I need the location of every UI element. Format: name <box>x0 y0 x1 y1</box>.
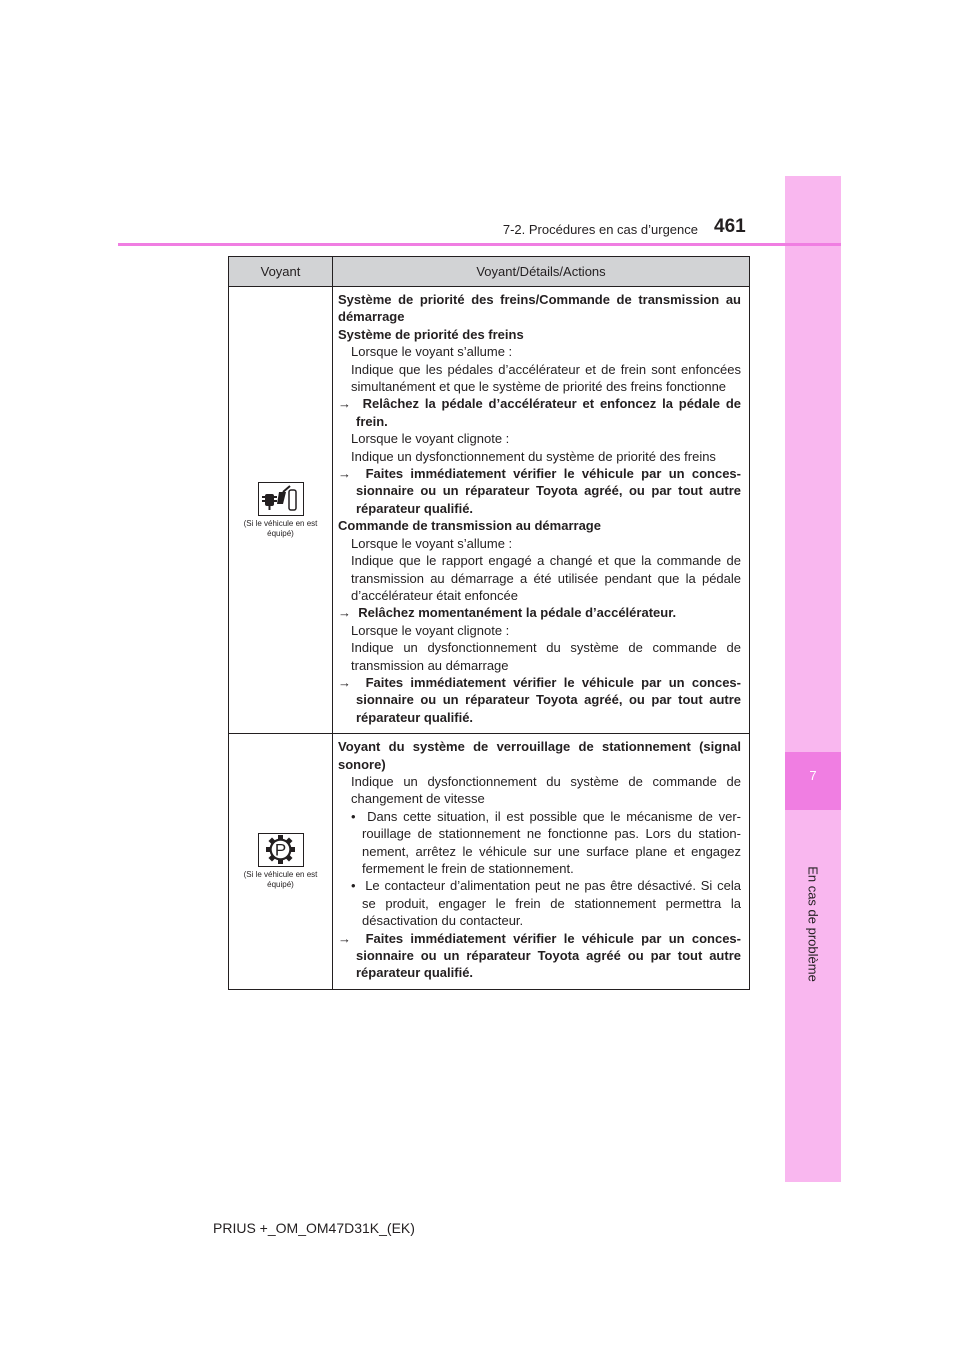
action-text: → Relâchez la pédale d’accélérateur et enfoncez la pédale de frein. <box>338 396 741 429</box>
arrow-icon: → <box>338 674 351 690</box>
action-text: → Faites immédiatement vérifier le véhicule par un conces-sionnaire ou un réparateur Toyota agréé, ou par tout autre réparateur qualifié. <box>338 674 741 725</box>
condition-text: Lorsque le voyant s’allume : <box>351 344 513 360</box>
arrow-icon: → <box>338 396 351 412</box>
table-row <box>229 287 750 734</box>
description-text: Indique que les pédales d’accélérateur et de frein sont enfoncées simultanément et que le système de priorité des freins fonctionne <box>351 361 741 395</box>
subsection-title: Système de priorité des freins <box>338 326 524 342</box>
arrow-icon: → <box>338 930 351 946</box>
svg-text:P: P <box>274 840 287 860</box>
condition-text: Lorsque le voyant clignote : <box>351 431 510 447</box>
details-title: Système de priorité des freins/Commande de transmission au démarrage <box>338 292 741 325</box>
bullet-icon: • <box>351 808 356 824</box>
column-header-details: Voyant/Détails/Actions <box>333 257 750 287</box>
header-rule <box>118 243 841 246</box>
arrow-icon: → <box>338 466 351 482</box>
page-number: 461 <box>714 216 746 237</box>
condition-text: Lorsque le voyant clignote : <box>351 622 510 638</box>
details-title: Voyant du système de verrouillage de stationnement (signal sonore) <box>338 739 741 772</box>
column-header-voyant: Voyant <box>229 257 333 287</box>
brake-override-warning-icon <box>258 482 304 516</box>
description-text: Indique un dysfonctionnement du système de priorité des freins <box>351 448 716 464</box>
action-text: → Faites immédiatement vérifier le véhicule par un conces-sionnaire ou un réparateur Toyota agréé ou par tout autre réparateur qualifié. <box>338 930 741 981</box>
chapter-number: 7 <box>809 768 817 783</box>
chapter-title: En cas de problème <box>805 866 821 982</box>
icon-note: (Si le véhicule en est équipé) <box>243 870 318 889</box>
document-code: PRIUS +_OM_OM47D31K_(EK) <box>213 1220 415 1236</box>
parking-lock-warning-icon <box>258 833 304 867</box>
action-text: → Relâchez momentanément la pédale d’accélérateur. <box>338 605 677 621</box>
section-title: 7-2. Procédures en cas d’urgence <box>502 222 698 237</box>
description-text: Indique un dysfonctionnement du système de commande de changement de vitesse <box>351 773 741 807</box>
bullet-item: • Dans cette situation, il est possible que le mécanisme de ver-rouillage de stationnement ne fonctionne pas. Lors du station-nement, arrêtez le véhicule sur une surface plane et engagez fermement le frein de stationnement. <box>351 808 741 876</box>
warning-light-table <box>228 256 750 990</box>
condition-text: Lorsque le voyant s’allume : <box>351 535 513 551</box>
action-text: → Faites immédiatement vérifier le véhicule par un conces-sionnaire ou un réparateur Toyota agréé, ou par tout autre réparateur qualifié. <box>338 466 741 516</box>
details-cell <box>333 287 750 734</box>
icon-note: (Si le véhicule en est équipé) <box>243 518 318 538</box>
details-cell <box>333 734 750 990</box>
description-text: Indique un dysfonctionnement du système de commande de transmission au démarrage <box>351 640 741 673</box>
table-row <box>229 734 750 990</box>
table-header-row <box>229 257 750 287</box>
bullet-item: • Le contacteur d’alimentation peut ne pas être désactivé. Si cela se produit, engager le frein de stationnement permettra la désactivation du contacteur. <box>351 878 741 929</box>
bullet-icon: • <box>351 878 356 894</box>
chapter-tab <box>785 176 841 1182</box>
subsection-title: Commande de transmission au démarrage <box>338 518 601 534</box>
arrow-icon: → <box>338 605 351 621</box>
description-text: Indique que le rapport engagé a changé et que la commande de transmission au démarrage a été utilisée pendant que la pédale d’accélérateur était enfoncée <box>351 553 741 603</box>
icon-cell <box>229 287 333 734</box>
icon-cell <box>229 734 333 990</box>
